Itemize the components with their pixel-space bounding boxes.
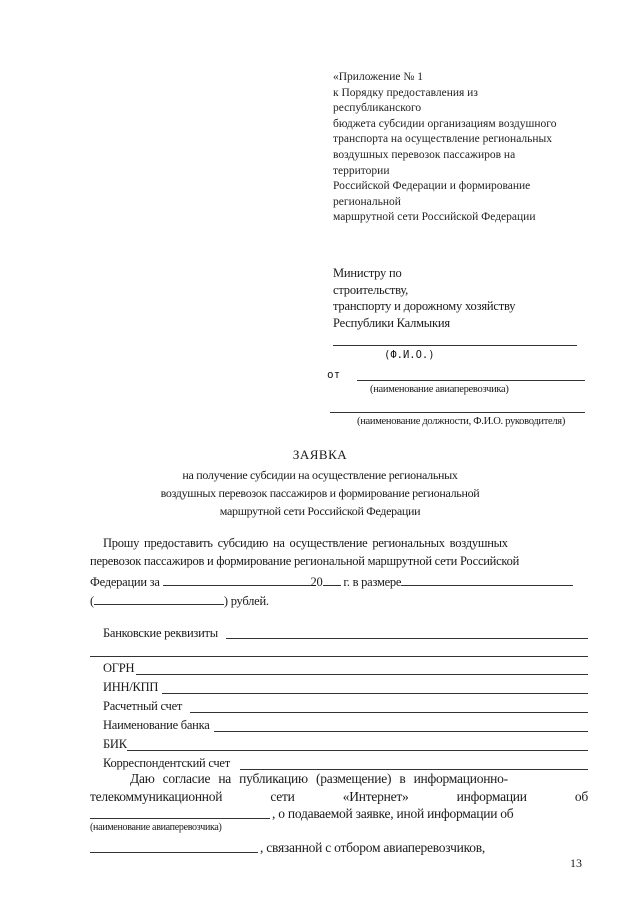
from-label: от <box>327 368 341 381</box>
appendix-line: транспорта на осуществление региональных <box>333 133 553 146</box>
appendix-line: территории <box>333 164 390 177</box>
bank-name-blank[interactable] <box>214 731 588 732</box>
inn-kpp-label: ИНН/КПП <box>103 680 159 694</box>
consent-line-4: , связанной с отбором авиаперевозчиков, <box>260 840 485 855</box>
inn-kpp-blank[interactable] <box>162 693 588 694</box>
consent-carrier-blank[interactable] <box>90 818 270 819</box>
subtitle-line: на получение субсидии на осуществление региональных <box>182 468 458 482</box>
request-line-1: Прошу предоставить субсидию на осуществление региональных воздушных <box>103 536 508 550</box>
consent-line-1: Даю согласие на публикацию (размещение) в информационно- <box>130 771 508 786</box>
consent-carrier-blank-2[interactable] <box>90 852 258 853</box>
position-caption: (наименование должности, Ф.И.О. руководителя) <box>357 416 566 427</box>
addressee-line: Министру по <box>333 266 402 280</box>
year-blank[interactable] <box>323 573 341 586</box>
request-line-2: перевозок пассажиров и формирование региональной маршрутной сети Российской <box>90 554 520 568</box>
request-line-3: Федерации за 20 г. в размере <box>90 573 573 590</box>
document-subtitle <box>100 466 540 520</box>
appendix-line: маршрутной сети Российской Федерации <box>333 211 536 224</box>
appendix-line: республиканского <box>333 102 422 115</box>
appendix-line: к Порядку предоставления из <box>333 86 478 99</box>
addressee-line: строительству, <box>333 282 409 297</box>
document-title: ЗАЯВКА <box>292 447 348 462</box>
corr-account-label: Корреспондентский счет <box>103 756 230 770</box>
addressee-line: транспорту и дорожному хозяйству <box>333 299 516 313</box>
request-line-4: ( ) рублей. <box>90 594 269 608</box>
appendix-line: бюджета субсидии организациям воздушного <box>333 117 557 130</box>
bik-blank[interactable] <box>127 750 588 751</box>
fio-blank-line <box>333 345 577 346</box>
bank-details-heading: Банковские реквизиты <box>103 626 218 640</box>
ogrn-blank[interactable] <box>136 674 588 675</box>
appendix-line: Российской Федерации и формирование <box>333 180 531 193</box>
carrier-blank-line <box>357 380 585 381</box>
bank-details-blank[interactable] <box>226 638 588 639</box>
appendix-reference <box>333 70 593 226</box>
bank-details-blank-2[interactable] <box>90 656 588 657</box>
addressee-block <box>333 265 603 331</box>
carrier-caption: (наименование авиаперевозчика) <box>370 384 509 395</box>
appendix-line: воздушных перевозок пассажиров на <box>333 148 516 161</box>
addressee-line: Республики Калмыкия <box>333 315 450 330</box>
fio-caption: (Ф.И.О.) <box>384 349 435 361</box>
consent-line-2: телекоммуникационной сети «Интернет» информации об <box>90 789 588 804</box>
bank-name-label: Наименование банка <box>103 718 210 732</box>
bik-label: БИК <box>103 737 127 751</box>
position-blank-line <box>330 412 585 413</box>
amount-words-blank[interactable] <box>94 592 224 605</box>
appendix-line: «Приложение № 1 <box>333 71 423 83</box>
account-blank[interactable] <box>190 712 588 713</box>
subtitle-line: воздушных перевозок пассажиров и формирование региональной <box>160 486 480 500</box>
corr-account-blank[interactable] <box>240 769 588 770</box>
ogrn-label: ОГРН <box>103 661 135 675</box>
appendix-line: региональной <box>333 195 401 208</box>
account-label: Расчетный счет <box>103 699 183 713</box>
period-blank[interactable] <box>163 573 311 586</box>
page-number: 13 <box>570 856 582 870</box>
amount-blank[interactable] <box>401 573 573 586</box>
consent-carrier-caption: (наименование авиаперевозчика) <box>90 822 222 833</box>
consent-line-3: , о подаваемой заявке, иной информации об <box>272 806 514 821</box>
subtitle-line: маршрутной сети Российской Федерации <box>219 504 421 518</box>
